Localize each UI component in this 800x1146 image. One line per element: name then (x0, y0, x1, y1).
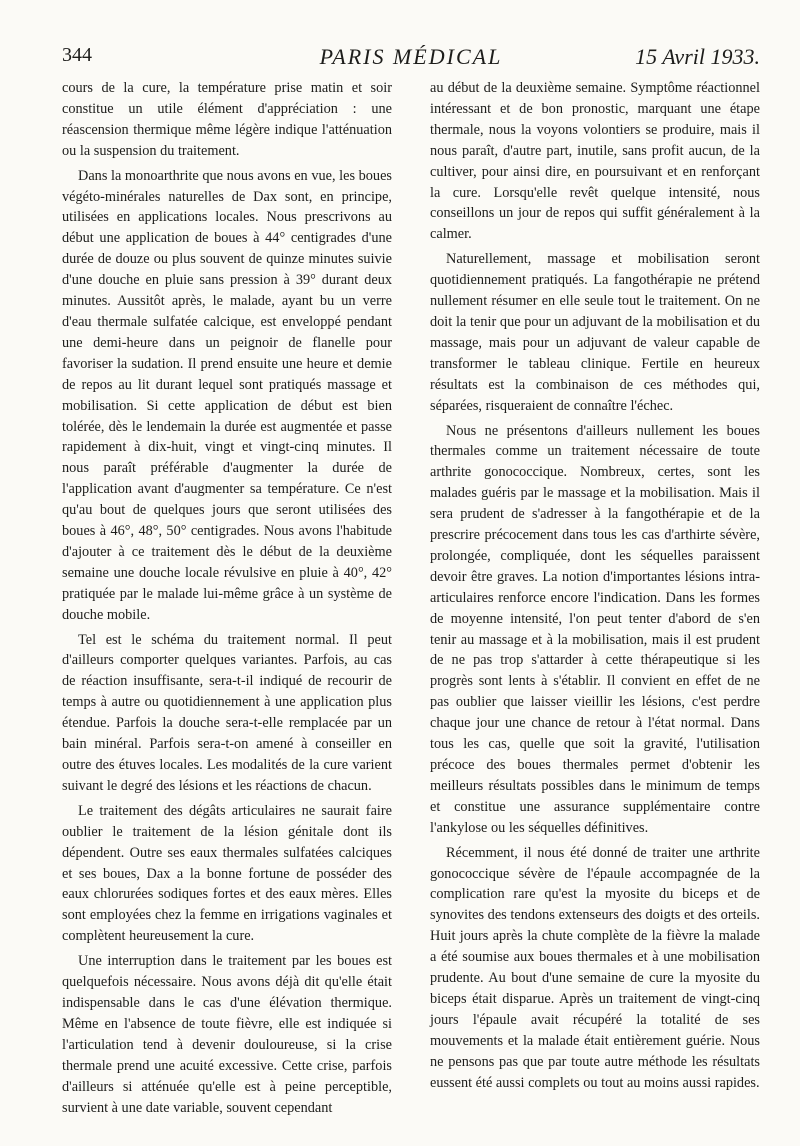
paragraph: Tel est le schéma du traitement normal. Il peut d'ailleurs comporter quelques variantes. Parfois, au cas de réaction insuffisante, sera-t-il indiqué de recourir de temps à autre ou quotidiennement à une application plus étendue. Parfois la douche sera-t-elle remplacée par un bain minéral. Parfois sera-t-on amené à conseiller en outre des étuves locales. Les modalités de la cure varient suivant le degré des lésions et les réactions de chacun. (62, 631, 392, 794)
journal-title: PARIS MÉDICAL (319, 44, 503, 69)
two-column-body (62, 78, 760, 1122)
running-header (62, 44, 760, 78)
issue-date: 15 Avril 1933. (635, 44, 760, 69)
paragraph: Une interruption dans le traitement par les boues est quelquefois nécessaire. Nous avons déjà dit qu'elle était indispensable dans le cas d'une élévation thermique. Même en l'absence de toute fièvre, elle est indiquée si l'articulation tend à devenir douloureuse, si la crise thermale prend une acuité excessive. Cette crise, parfois d'ailleurs si atténuée qu'elle est à peine perceptible, survient à une date variable, souvent cependant (62, 953, 392, 1116)
paragraph: au début de la deuxième semaine. Symptôme réactionnel intéressant et de bon pronostic, marquant une étape thermale, nous la voyons volontiers se produire, mais il nous paraît, d'autre part, inutile, sans profit aucun, de la cultiver, pour ainsi dire, en poursuivant et en renforçant la cure. Lorsqu'elle revêt quelque intensité, nous conseillons un jour de repos qui suffit généralement à la calmer. (430, 80, 760, 243)
right-column (430, 78, 760, 1122)
left-column (62, 78, 392, 1122)
page-number: 344 (62, 44, 92, 66)
paragraph: Dans la monoarthrite que nous avons en vue, les boues végéto-minérales naturelles de Dax sont, en principe, utilisées en applications locales. Nous prescrivons au début une application de boues à 44° centigrades d'une durée de douze ou plus souvent de quinze minutes suivie d'une douche en pluie sans pression à 39° durant deux minutes. Aussitôt après, le malade, ayant bu un verre d'eau thermale sulfatée calcique, est enveloppé pendant une demi-heure dans un peignoir de flanelle pour favoriser la sudation. Il prend ensuite une heure et demie de repos au lit durant lequel sont pratiqués massage et mobilisation. Si cette application de début est bien tolérée, dès le lendemain la durée est augmentée et passe rapidement à dix-huit, vingt et vingt-cinq minutes. Il nous paraît préférable d'augmenter la durée de l'application avant d'augmenter sa température. Ce n'est qu'au bout de quelques jours que seront utilisées des boues à 46°, 48°, 50° centigrades. Nous avons l'habitude d'ajouter à ce traitement dès le début de la deuxième semaine une douche locale révulsive en pluie à 40°, 42° pratiquée par le malade lui-même grâce à un système de douche mobile. (62, 167, 392, 623)
paragraph: Naturellement, massage et mobilisation seront quotidiennement pratiqués. La fangothérapie ne prétend nullement résumer en elle seule tout le traitement. On ne doit la tenir que pour un adjuvant de la mobilisation et du massage, mais pour un adjuvant de valeur capable de transformer le tableau clinique. Fertile en heureux résultats est la combinaison de ces méthodes qui, séparées, risqueraient de connaître l'échec. (430, 251, 760, 414)
paragraph: Le traitement des dégâts articulaires ne saurait faire oublier le traitement de la lésion génitale dont ils dépendent. Outre ses eaux thermales sulfatées calciques et ses boues, Dax a la bonne fortune de posséder des eaux chlorurées sodiques fortes et des eaux mères. Elles sont employées chez la femme en irrigations vaginales et complètent heureusement la cure. (62, 802, 392, 945)
paragraph: Récemment, il nous été donné de traiter une arthrite gonococcique sévère de l'épaule accompagnée de la complication rare qu'est la myosite du biceps et de synovites des tendons extenseurs des doigts et des orteils. Huit jours après la chute complète de la fièvre la malade a été soumise aux boues thermales et à une mobilisation prudente. Au bout d'une semaine de cure la myosite du biceps était disparue. Après un traitement de vingt-cinq jours l'épaule avait récupéré la totalité de ses mouvements et la malade était entièrement guérie. Nous ne pensons pas que par toute autre méthode les résultats eussent été aussi complets ou tout au moins aussi rapides. (430, 844, 760, 1091)
paragraph: Nous ne présentons d'ailleurs nullement les boues thermales comme un traitement nécessaire de toute arthrite gonococcique. Nombreux, certes, sont les malades guéris par le massage et la mobilisation. Mais il sera prudent de s'adresser à la fangothérapie et de la prescrire précocement dans tous les cas d'arthirte sévère, prolongée, compliquée, dont les séquelles paraissent devoir être graves. La notion d'importantes lésions intra-articulaires renforce encore l'indication. Dans les formes de moyenne intensité, l'on peut tenter d'abord de s'en tenir au massage et à la mobilisation, mais il est prudent de ne pas trop s'attarder à cette thérapeutique si les progrès sont lents à s'établir. Il convient en effet de ne pas oublier que laisser vieillir les lésions, c'est perdre chaque jour une chance de retour à l'état normal. Dans tous les cas, quelle que soit la gravité, l'utilisation précoce des boues thermales permet d'obtenir les meilleurs résultats possibles dans le minimum de temps et constitue une assurance supplémentaire contre l'ankylose ou les séquelles définitives. (430, 422, 760, 836)
paragraph: cours de la cure, la température prise matin et soir constitue un utile élément d'appréciation : une réascension thermique même légère indique l'atténuation ou la suspension du traitement. (62, 80, 392, 159)
